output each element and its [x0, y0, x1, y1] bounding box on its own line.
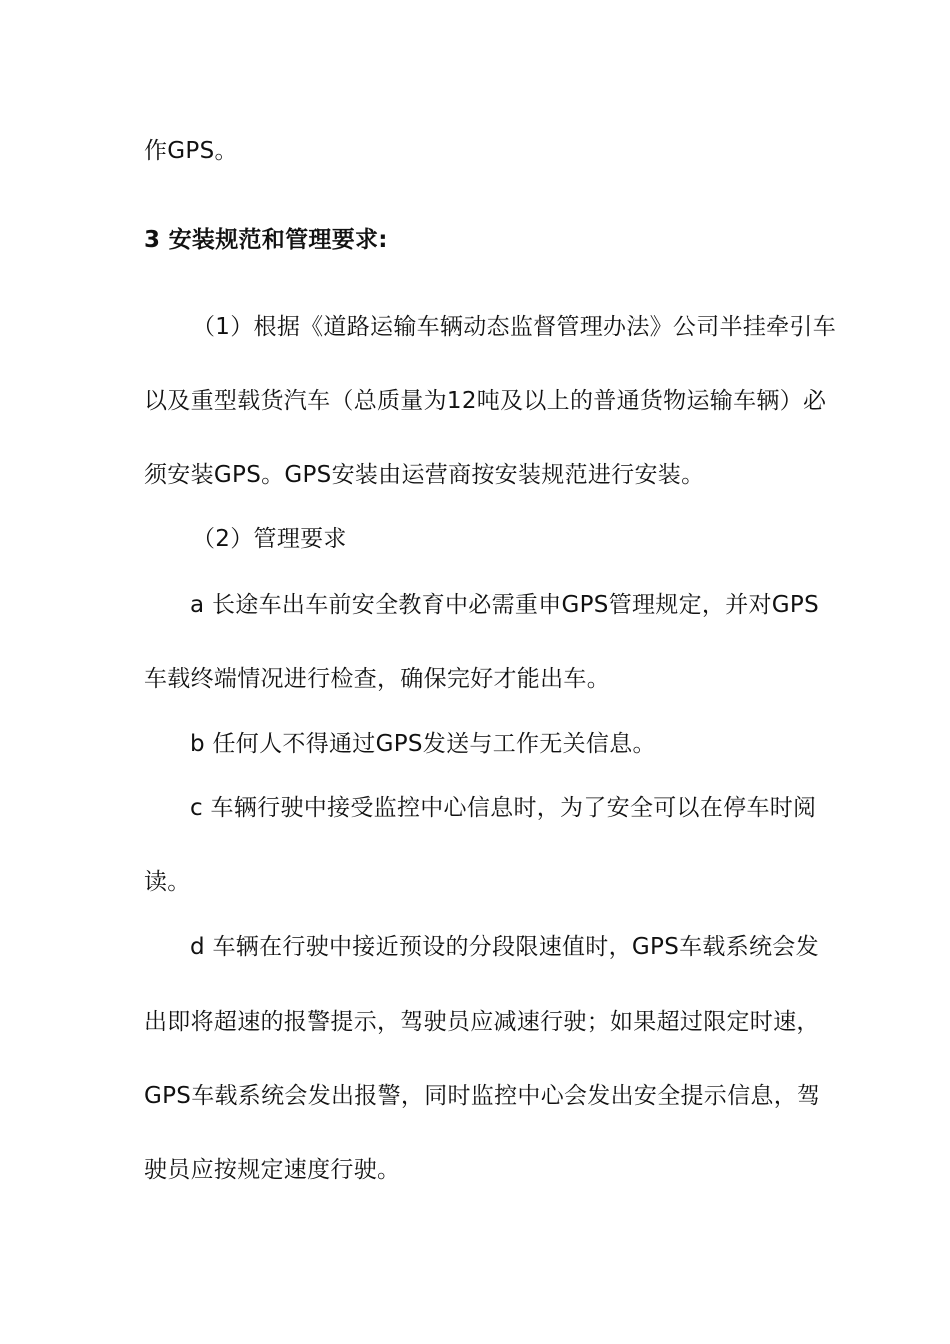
text-line: GPS车载系统会发出报警，同时监控中心会发出安全提示信息，驾: [144, 1083, 821, 1109]
text-line: b 任何人不得通过GPS发送与工作无关信息。: [190, 731, 656, 757]
text-line: （1）根据《道路运输车辆动态监督管理办法》公司半挂牵引车: [192, 314, 837, 340]
text-line: 车载终端情况进行检查，确保完好才能出车。: [144, 666, 610, 692]
text-line: 作GPS。: [144, 138, 238, 164]
text-line: 以及重型载货汽车（总质量为12吨及以上的普通货物运输车辆）必: [144, 388, 827, 414]
sub-heading: （2）管理要求: [192, 526, 347, 552]
text-line: d 车辆在行驶中接近预设的分段限速值时，GPS车载系统会发: [190, 934, 819, 960]
text-line: a 长途车出车前安全教育中必需重申GPS管理规定，并对GPS: [190, 592, 819, 618]
text-line: 须安装GPS。GPS安装由运营商按安装规范进行安装。: [144, 462, 705, 488]
text-line: 出即将超速的报警提示，驾驶员应减速行驶；如果超过限定时速，: [144, 1009, 820, 1035]
text-line: 读。: [144, 869, 191, 895]
text-line: 驶员应按规定速度行驶。: [144, 1157, 401, 1183]
section-heading: 3 安装规范和管理要求:: [144, 227, 388, 253]
text-line: c 车辆行驶中接受监控中心信息时，为了安全可以在停车时阅: [190, 795, 817, 821]
